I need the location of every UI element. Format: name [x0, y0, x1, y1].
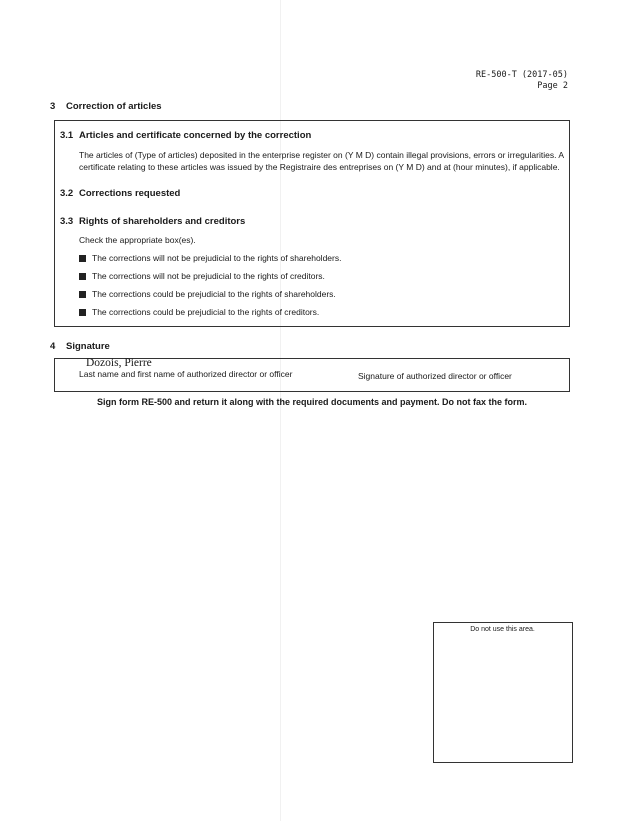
footer-instruction: Sign form RE-500 and return it along with the required documents and payment. Do not fax the form.	[96, 397, 528, 407]
office-use-label: Do not use this area.	[470, 626, 535, 633]
sub31-number: 3.1	[60, 130, 74, 141]
sub31-title: Articles and certificate concerned by the correction	[79, 130, 312, 141]
office-use-box	[433, 622, 573, 763]
signer-name-field[interactable]: Dozois, Pierre	[86, 357, 152, 369]
sub31-text	[79, 149, 565, 173]
section4-number: 4	[50, 341, 56, 352]
option-row-shareholders-not-prejudicial	[79, 249, 341, 267]
option-label: The corrections could be prejudicial to the rights of shareholders.	[92, 289, 336, 299]
option-label: The corrections will not be prejudicial to the rights of shareholders.	[92, 253, 342, 263]
checkbox-creditors-not-prejudicial[interactable]	[79, 273, 86, 280]
option-row-shareholders-prejudicial	[79, 285, 341, 303]
option-label: The corrections will not be prejudicial to the rights of creditors.	[92, 271, 325, 281]
sub33-number: 3.3	[60, 216, 74, 227]
section4-title: Signature	[66, 341, 110, 352]
page-number: Page 2	[537, 81, 568, 91]
option-row-creditors-not-prejudicial	[79, 267, 341, 285]
option-row-creditors-prejudicial	[79, 303, 341, 321]
checkbox-shareholders-prejudicial[interactable]	[79, 291, 86, 298]
sub33-title: Rights of shareholders and creditors	[79, 216, 246, 227]
sub33-instruction: Check the appropriate box(es).	[79, 235, 196, 245]
signature-label: Signature of authorized director or officer	[358, 371, 512, 381]
form-code: RE-500-T (2017-05)	[475, 70, 568, 80]
sub31-text-line2: certificate relating to these articles was issued by the Registraire des entreprises on (Y M D) and at (hour minutes), if applicable.	[79, 162, 560, 172]
option-label: The corrections could be prejudicial to the rights of creditors.	[92, 307, 320, 317]
section3-title: Correction of articles	[66, 101, 162, 112]
sub31-text-line1: The articles of (Type of articles) deposited in the enterprise register on (Y M D) contain illegal provisions, errors or irregularities. A	[79, 150, 565, 160]
checkbox-shareholders-not-prejudicial[interactable]	[79, 255, 86, 262]
name-label: Last name and first name of authorized director or officer	[79, 369, 293, 379]
section3-number: 3	[50, 101, 56, 112]
checkbox-creditors-prejudicial[interactable]	[79, 309, 86, 316]
sub32-title: Corrections requested	[79, 188, 181, 199]
form-header	[476, 70, 568, 92]
rights-options	[79, 249, 341, 321]
sub32-number: 3.2	[60, 188, 74, 199]
